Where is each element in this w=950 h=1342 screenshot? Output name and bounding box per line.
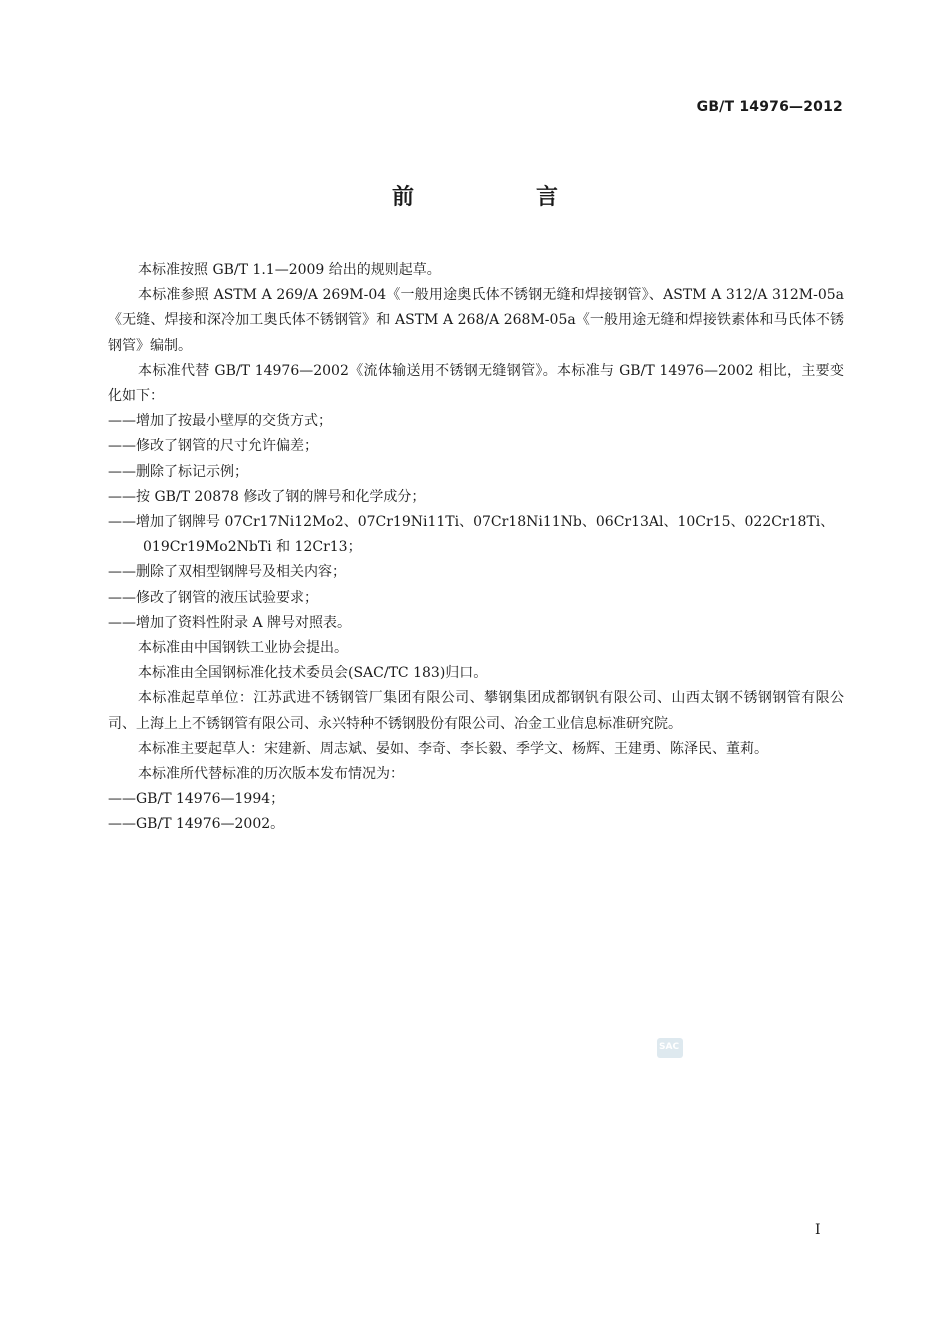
list-item-history: ——GB/T 14976—1994；: [108, 791, 285, 808]
sac-watermark-logo: [657, 1038, 683, 1058]
watermark-text: SAC: [659, 1042, 680, 1052]
standard-number: GB/T 14976—2012: [696, 99, 843, 115]
paragraph-drafters: 本标准主要起草人：宋建新、周志斌、晏如、李奇、李长毅、季学文、杨辉、王建勇、陈泽民、董莉。: [138, 740, 768, 757]
page-number: I: [815, 1222, 821, 1238]
paragraph-proposed-by: 本标准由中国钢铁工业协会提出。: [138, 640, 348, 657]
list-item-change: ——增加了资料性附录 A 牌号对照表。: [108, 614, 352, 631]
list-item-change: ——删除了双相型钢牌号及相关内容；: [108, 564, 346, 581]
list-item-change: ——修改了钢管的液压试验要求；: [108, 589, 318, 606]
list-item-change: ——按 GB/T 20878 修改了钢的牌号和化学成分；: [108, 488, 426, 505]
list-item-change: ——增加了钢牌号 07Cr17Ni12Mo2、07Cr19Ni11Ti、07Cr18Ni11Nb、06Cr13Al、10Cr15、022Cr18Ti、019Cr19Mo2NbTi 和 12Cr13；: [108, 514, 835, 556]
list-item-change: ——修改了钢管的尺寸允许偏差；: [108, 438, 318, 455]
paragraph-drafting-units: 本标准起草单位：江苏武进不锈钢管厂集团有限公司、攀钢集团成都钢钒有限公司、山西太钢不锈钢钢管有限公司、上海上上不锈钢管有限公司、永兴特种不锈钢股份有限公司、冶金工业信息标准研究院。: [108, 690, 844, 732]
paragraph-drafting-rules: 本标准按照 GB/T 1.1—2009 给出的规则起草。: [138, 262, 441, 278]
paragraph-references: 本标准参照 ASTM A 269/A 269M-04《一般用途奥氏体不锈钢无缝和焊接钢管》、ASTM A 312/A 312M-05a《无缝、焊接和深冷加工奥氏体不锈钢管》和 ASTM A 268/A 268M-05a《一般用途无缝和焊接铁素体和马氏体不锈钢管》编制。: [108, 287, 844, 354]
list-item-history: ——GB/T 14976—2002。: [108, 816, 285, 833]
list-item-change: ——增加了按最小壁厚的交货方式；: [108, 413, 332, 430]
list-item-change: ——删除了标记示例；: [108, 463, 248, 480]
document-body: [108, 258, 844, 838]
page-title: 前 言: [391, 185, 608, 210]
paragraph-replaces: 本标准代替 GB/T 14976—2002《流体输送用不锈钢无缝钢管》。本标准与 GB/T 14976—2002 相比，主要变化如下：: [108, 362, 844, 405]
paragraph-managed-by: 本标准由全国钢标准化技术委员会(SAC/TC 183)归口。: [138, 665, 488, 682]
paragraph-history-intro: 本标准所代替标准的历次版本发布情况为：: [138, 766, 404, 783]
